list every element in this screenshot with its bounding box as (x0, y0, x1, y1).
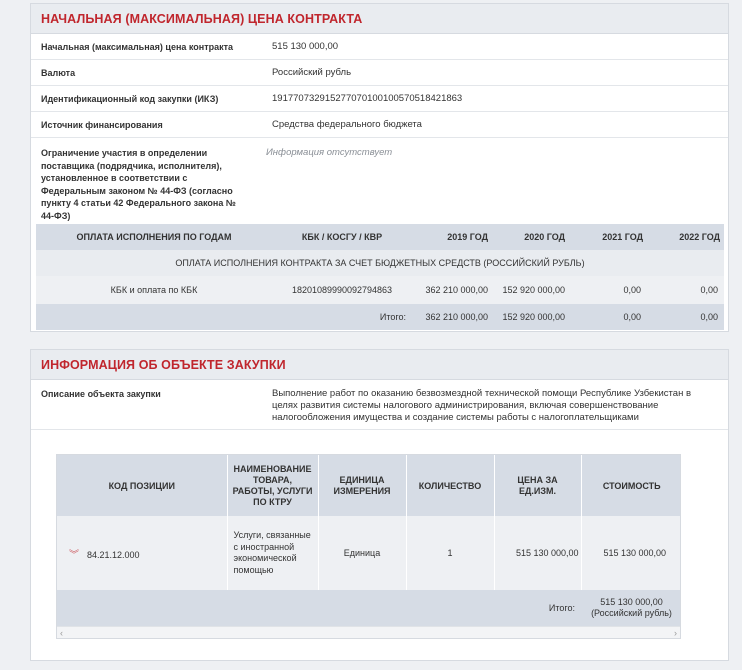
payments-section-label: ОПЛАТА ИСПОЛНЕНИЯ КОНТРАКТА ЗА СЧЕТ БЮДЖЕТНЫХ СРЕДСТВ (РОССИЙСКИЙ РУБЛЬ) (175, 258, 585, 268)
items-header-cell: ЕДИНИЦА ИЗМЕРЕНИЯ (318, 455, 406, 516)
payments-header-cell: 2020 ГОД (492, 224, 569, 250)
object-description-value: Выполнение работ по оказанию безвозмездной технической помощи Республике Узбекистан в целях развития системы налогового администрирования, включая совершенствование налогообложения имущества и создание системы работы с налогоплательщиками (272, 388, 692, 423)
horizontal-scrollbar[interactable] (57, 626, 680, 638)
items-cell: 515 130 000,00 (494, 516, 581, 590)
info-value: 191770732915277070100100570518421863 (272, 93, 463, 104)
payments-total-cell: 152 920 000,00 (502, 312, 565, 322)
payments-cell: 0,00 (700, 285, 718, 295)
payments-table (36, 224, 723, 330)
payments-cell: 362 210 000,00 (425, 285, 488, 295)
items-header-cell: КОЛИЧЕСТВО (406, 455, 494, 516)
info-label: Идентификационный код закупки (ИКЗ) (41, 93, 219, 104)
info-label: Валюта (41, 67, 76, 78)
procurement-object-title: ИНФОРМАЦИЯ ОБ ОБЪЕКТЕ ЗАКУПКИ (41, 357, 286, 372)
info-label: Источник финансирования (41, 119, 163, 130)
payments-cell: 18201089990092794863 (291, 285, 393, 295)
chevron-double-down-icon[interactable]: ︾ (69, 549, 79, 561)
object-description-label: Описание объекта закупки (41, 389, 161, 399)
contract-price-card (30, 3, 729, 332)
info-row (31, 112, 728, 138)
info-value: 515 130 000,00 (272, 41, 339, 52)
info-label: Ограничение участия в определении поставщика (подрядчика, исполнителя), установленное в соответствии с Федеральным законом № 44-ФЗ (согласно пункту 4 статьи 42 Федерального закона № 44-ФЗ) (41, 148, 236, 221)
object-description-row (31, 380, 728, 430)
items-total-label: Итого: (548, 603, 575, 613)
payments-header-cell: КБК / КОСГУ / КВР (272, 224, 412, 250)
info-row (31, 138, 728, 224)
info-row (31, 86, 728, 112)
payments-total-cell: 0,00 (700, 312, 718, 322)
info-row (31, 34, 728, 60)
items-cell: Услуги, связанные с иностранной экономической помощью (227, 516, 318, 590)
items-total-value: 515 130 000,00 (Российский рубль) (591, 597, 672, 618)
info-value: Средства федерального бюджета (272, 119, 422, 130)
payments-header-cell: 2019 ГОД (412, 224, 492, 250)
payments-total-cell: 0,00 (623, 312, 641, 322)
procurement-object-card (30, 349, 729, 661)
payments-cell: КБК и оплата по КБК (110, 285, 198, 295)
items-header-cell: НАИМЕНОВАНИЕ ТОВАРА, РАБОТЫ, УСЛУГИ ПО КТРУ (227, 455, 318, 516)
payments-cell: 0,00 (623, 285, 641, 295)
items-cell: 1 (406, 516, 494, 590)
payments-total-cell: 362 210 000,00 (425, 312, 488, 322)
payments-header-cell: 2021 ГОД (569, 224, 647, 250)
items-cell: Единица (318, 516, 406, 590)
items-header-cell: КОД ПОЗИЦИИ (57, 455, 227, 516)
info-row (31, 60, 728, 86)
items-cell: 515 130 000,00 (603, 548, 666, 558)
info-value: Российский рубль (272, 67, 352, 78)
items-header-cell: СТОИМОСТЬ (581, 455, 681, 516)
info-value: Информация отсутствует (266, 147, 393, 158)
payments-cell: 152 920 000,00 (502, 285, 565, 295)
scroll-left-icon[interactable]: ‹ (60, 627, 63, 638)
object-items-table (56, 454, 681, 639)
info-label: Начальная (максимальная) цена контракта (41, 41, 234, 52)
contract-price-title: НАЧАЛЬНАЯ (МАКСИМАЛЬНАЯ) ЦЕНА КОНТРАКТА (41, 11, 363, 26)
payments-header-cell: ОПЛАТА ИСПОЛНЕНИЯ ПО ГОДАМ (36, 224, 272, 250)
items-code-value: 84.21.12.000 (87, 549, 140, 560)
scroll-right-icon[interactable]: › (674, 627, 677, 638)
payments-total-label: Итого: (379, 312, 406, 322)
payments-header-cell: 2022 ГОД (647, 224, 724, 250)
procurement-object-header (31, 350, 728, 380)
items-header-cell: ЦЕНА ЗА ЕД.ИЗМ. (494, 455, 581, 516)
contract-price-header (31, 4, 728, 34)
items-code-cell (57, 516, 227, 590)
